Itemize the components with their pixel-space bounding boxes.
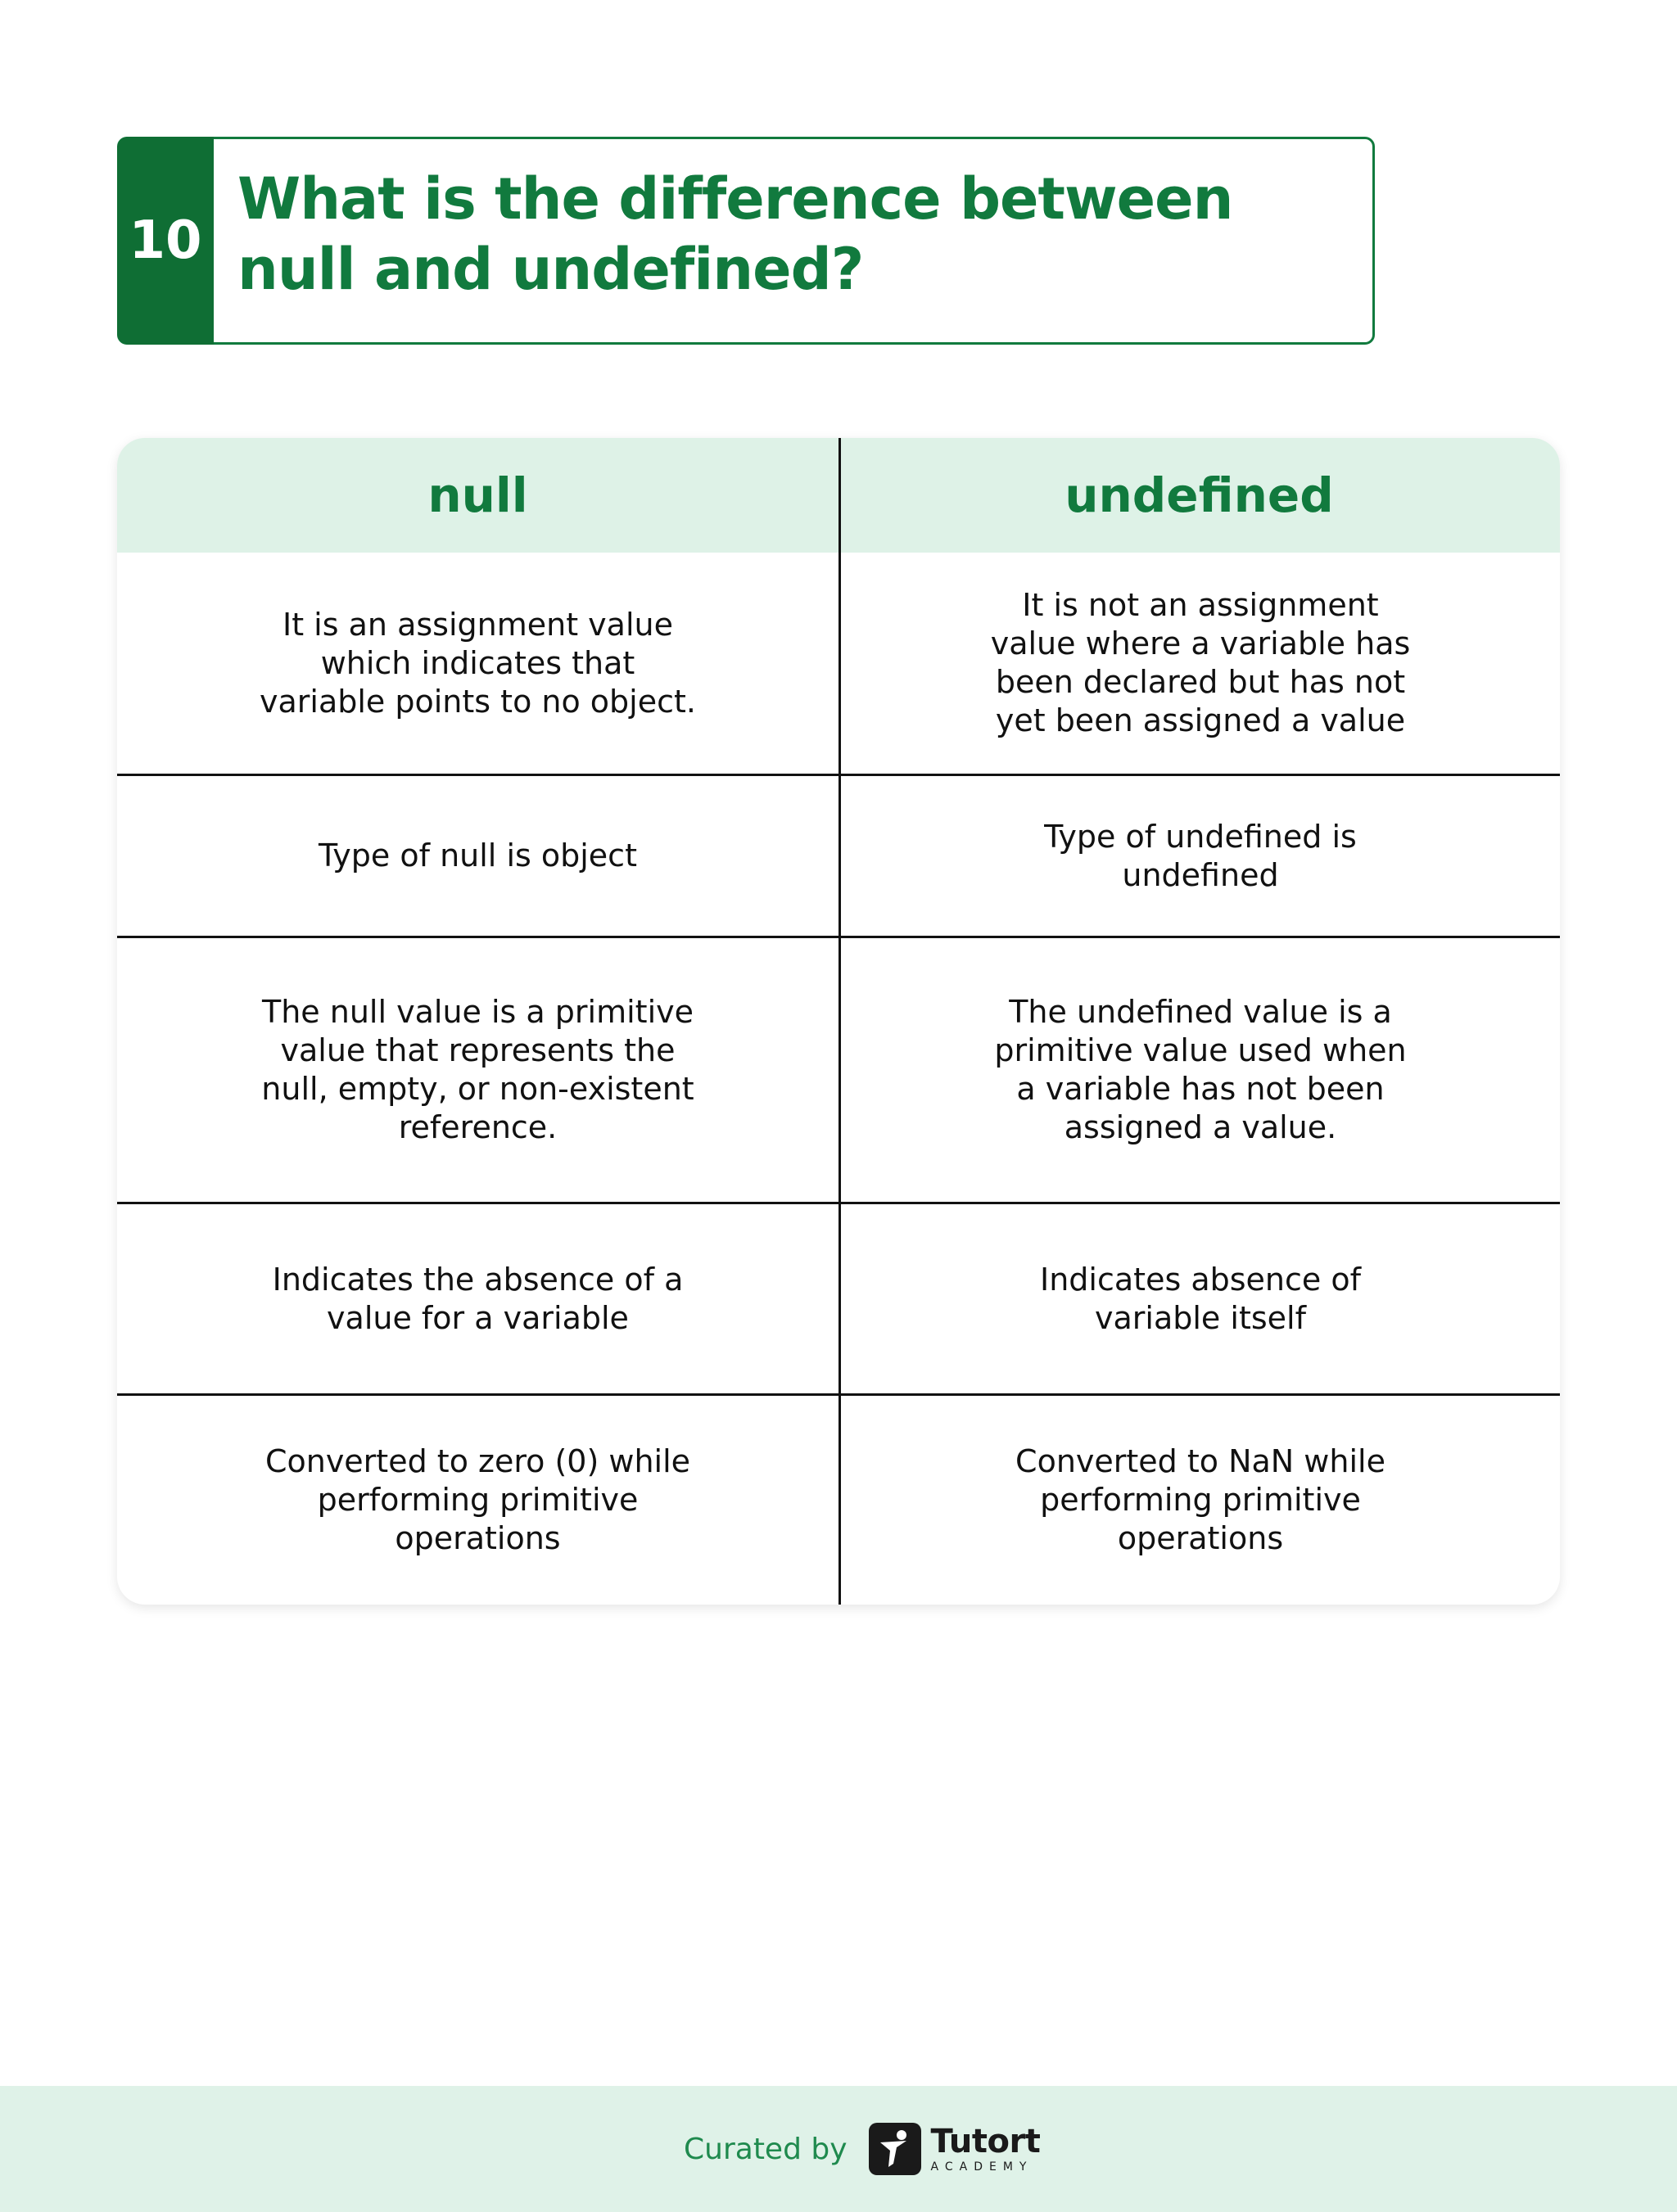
cell-text: Converted to zero (0) while xyxy=(264,1443,691,1479)
cell-undefined xyxy=(841,1396,1560,1605)
brand-name: Tutort xyxy=(930,2123,1041,2160)
cell-text: performing primitive xyxy=(317,1482,639,1518)
tutort-logo-icon xyxy=(869,2123,921,2175)
cell-null xyxy=(117,938,838,1202)
cell-text: operations xyxy=(395,1520,561,1556)
cell-text: The undefined value is a xyxy=(1009,994,1392,1030)
cell-text: It is not an assignment xyxy=(1022,587,1379,623)
cell-text: performing primitive xyxy=(1040,1482,1361,1518)
cell-text: Type of undefined is xyxy=(1044,818,1357,855)
tutort-logo-glyph xyxy=(869,2123,921,2175)
question-number: 10 xyxy=(117,137,214,345)
cell-text: The null value is a primitive xyxy=(262,994,694,1030)
cell-text: Indicates absence of xyxy=(1040,1261,1361,1298)
cell-text: yet been assigned a value xyxy=(995,702,1406,738)
cell-text: Indicates the absence of a xyxy=(272,1261,684,1298)
cell-text: primitive value used when xyxy=(994,1032,1407,1068)
brand-logo-text xyxy=(931,2125,1041,2173)
cell-undefined xyxy=(841,553,1560,774)
cell-undefined xyxy=(841,1204,1560,1393)
curated-by-credit xyxy=(684,2120,1040,2178)
footer xyxy=(0,2086,1677,2212)
cell-text: a variable has not been xyxy=(1016,1071,1385,1107)
cell-text: null, empty, or non-existent xyxy=(261,1071,694,1107)
cell-text: operations xyxy=(1117,1520,1284,1556)
cell-text: variable points to no object. xyxy=(260,683,696,720)
column-header-null: null xyxy=(427,467,528,523)
cell-text: Converted to NaN while xyxy=(1015,1443,1385,1479)
cell-text: been declared but has not xyxy=(995,664,1406,700)
column-divider xyxy=(838,438,841,1605)
cell-text: value that represents the xyxy=(280,1032,676,1068)
cell-null xyxy=(117,1396,838,1605)
cell-text: variable itself xyxy=(1095,1299,1306,1336)
cell-null xyxy=(117,553,838,774)
comparison-table xyxy=(117,438,1560,1605)
curated-label: Curated by xyxy=(684,2132,848,2166)
cell-undefined xyxy=(841,938,1560,1202)
cell-text: value where a variable has xyxy=(990,625,1411,661)
cell-text: reference. xyxy=(398,1109,558,1145)
cell-text: assigned a value. xyxy=(1064,1109,1337,1145)
cell-text: which indicates that xyxy=(320,644,635,681)
cell-null xyxy=(117,776,838,936)
page-title: What is the difference between null and undefined? xyxy=(237,165,1233,303)
cell-text: undefined xyxy=(1122,856,1279,893)
cell-null xyxy=(117,1204,838,1393)
column-header-undefined: undefined xyxy=(1065,467,1334,523)
cell-text: value for a variable xyxy=(327,1299,629,1336)
brand-subtitle: ACADEMY xyxy=(930,2160,1033,2174)
cell-text: It is an assignment value xyxy=(283,606,673,643)
cell-text: Type of null is object xyxy=(319,837,637,874)
cell-undefined xyxy=(841,776,1560,936)
